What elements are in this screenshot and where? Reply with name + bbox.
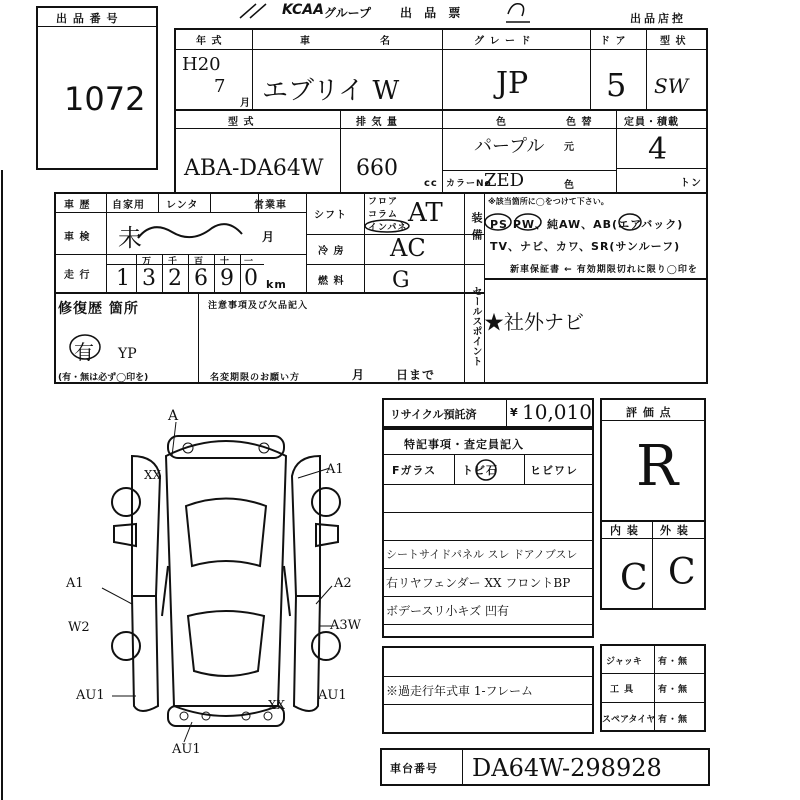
shape: SW xyxy=(654,74,689,98)
displacement-label: 排 気 量 xyxy=(356,117,398,128)
lot-number-label: 出 品 番 号 xyxy=(56,12,119,25)
model: ABA-DA64W xyxy=(184,156,324,181)
shape-label: 型 状 xyxy=(660,36,687,47)
displacement-unit: cc xyxy=(424,178,438,189)
interior-label: 内 装 xyxy=(610,524,639,537)
sales-point-text: ★社外ナビ xyxy=(484,310,584,334)
recycle-amount: 10,010 xyxy=(522,400,592,424)
spare-label: スペアタイヤ xyxy=(602,715,656,725)
mileage-digit-1: 1 xyxy=(116,266,130,291)
mark-a2-right: A2 xyxy=(334,576,352,591)
business-label: 営業車 xyxy=(254,200,287,211)
jack-yesno: 有・無 xyxy=(658,657,689,667)
year-month: 7 xyxy=(214,76,226,97)
expiry-day: 日まで xyxy=(396,368,436,382)
expiry-month: 月 xyxy=(352,368,366,382)
color-number: ZED xyxy=(484,170,525,191)
mark-xx-bottom: XX xyxy=(268,698,286,712)
header-title: 出 品 票 xyxy=(400,6,465,20)
shaken-month: 月 xyxy=(262,230,276,244)
chassis-number: DA64W-298928 xyxy=(472,754,662,782)
ac-label: 冷 房 xyxy=(318,246,345,257)
color-label: 色 xyxy=(496,117,507,128)
mark-a-top: A xyxy=(168,408,179,424)
car-name: エブリイ W xyxy=(262,76,400,106)
mileage-head-2: 千 xyxy=(168,257,179,267)
mileage-head-5: 一 xyxy=(244,257,255,267)
glass-label: Fガラス xyxy=(392,464,437,477)
score-label: 評 価 点 xyxy=(626,406,672,419)
equipment-line3: 新車保証書 ← 有効期限切れに限り◯印を xyxy=(510,265,698,275)
shift-opt-inpane: インパネ xyxy=(368,223,408,233)
tools-yesno: 有・無 xyxy=(658,685,689,695)
header-group: グループ xyxy=(324,6,372,20)
tobi-label: トビ石 xyxy=(462,464,498,477)
color-replace-label: 色 替 xyxy=(566,117,593,128)
mileage-head-1: 万 xyxy=(142,257,153,267)
special-line3: ボデースリ小キズ 凹有 xyxy=(386,604,509,618)
special-line2: 右リヤフェンダー XX フロントBP xyxy=(386,576,571,590)
recycle-yen: ¥ xyxy=(510,406,519,419)
mark-au1-right: AU1 xyxy=(318,688,347,703)
mileage-digit-6: 0 xyxy=(244,266,258,291)
year-label: 年 式 xyxy=(196,36,223,47)
header-left-mark-icon xyxy=(236,0,276,26)
shift-opt-floor: フロア xyxy=(368,197,399,207)
mileage-digit-3: 2 xyxy=(168,266,182,291)
door-label: ド ア xyxy=(600,36,627,47)
chassis-label: 車台番号 xyxy=(390,762,438,775)
exterior-score: C xyxy=(668,552,696,593)
mileage-unit: km xyxy=(266,278,287,291)
color-value: パープル xyxy=(474,136,545,157)
shift-circle-icon xyxy=(362,218,412,234)
score-value: R xyxy=(636,434,679,499)
equipment-line1: PS PW、純AW、AB(エアバック) xyxy=(490,218,684,231)
model-label: 型 式 xyxy=(228,117,255,128)
equipment-ab-circle-icon xyxy=(618,212,642,232)
exterior-label: 外 装 xyxy=(660,524,689,537)
jika-label: 自家用 xyxy=(112,200,145,211)
shift-opt-column: コラム xyxy=(368,210,398,220)
shift-label: シフト xyxy=(314,210,347,221)
year-era: H20 xyxy=(182,54,221,75)
repair-footnote: (有・無は必ず◯印を) xyxy=(58,373,149,383)
shaken-value: 未 xyxy=(118,224,142,252)
lot-label-divider xyxy=(38,26,156,27)
shaken-scribble-icon xyxy=(132,214,252,254)
mileage-head-4: 十 xyxy=(220,257,231,267)
interior-score: C xyxy=(620,558,648,599)
displacement: 660 xyxy=(356,156,398,181)
ac-value: AC xyxy=(390,234,426,262)
expiry-label: 名変期限のお願い方 xyxy=(210,373,301,383)
mileage-label: 走 行 xyxy=(64,270,91,281)
grade-label: グ レ ー ド xyxy=(474,36,532,47)
mark-xx-left: XX xyxy=(144,468,162,482)
car-diagram xyxy=(96,416,356,756)
mark-au1-left: AU1 xyxy=(76,688,105,703)
special-label: 特記事項・査定員記入 xyxy=(404,438,524,451)
equipment-line2: TV、ナビ、カワ、SR(サンルーフ) xyxy=(490,240,681,253)
sales-point-label: セールスポイント xyxy=(470,286,481,366)
mark-a1-right: A1 xyxy=(326,462,344,477)
keireki-label: 車 歴 xyxy=(64,200,91,211)
jack-label: ジャッキ xyxy=(606,657,642,667)
mark-w2-left: W2 xyxy=(68,620,90,635)
car-name-label-1: 車 xyxy=(300,36,311,47)
shift-value: AT xyxy=(408,198,443,228)
mark-au1-bottom: AU1 xyxy=(172,742,201,757)
repair-title: 修復歴 箇所 xyxy=(58,301,139,317)
doors: 5 xyxy=(606,66,627,104)
fuel-label: 燃 料 xyxy=(318,276,345,287)
color-number-suffix: 色 xyxy=(564,180,575,191)
header-dealer: 出品店控 xyxy=(630,12,686,25)
lot-number-box xyxy=(36,6,158,170)
header-brand: KCAA xyxy=(282,2,324,18)
equipment-circles-icon xyxy=(484,212,574,232)
mark-a1-left: A1 xyxy=(66,576,84,591)
capacity: 4 xyxy=(648,132,668,167)
grade: JP xyxy=(496,66,529,101)
hibi-label: ヒビワレ xyxy=(530,464,578,477)
mileage-digit-2: 3 xyxy=(142,266,156,291)
spare-yesno: 有・無 xyxy=(658,715,689,725)
rental-label: レンタ xyxy=(166,200,199,211)
ton-label: トン xyxy=(680,178,702,189)
repair-has: 有 xyxy=(74,340,94,364)
shaken-label: 車 検 xyxy=(64,232,91,243)
mileage-head-3: 百 xyxy=(194,257,205,267)
lot-number: 1072 xyxy=(64,80,146,118)
color-number-label: カラーNo xyxy=(446,179,492,189)
capacity-label: 定員・積載 xyxy=(624,117,679,128)
repair-has-circle-icon xyxy=(68,332,102,362)
fuel-value: G xyxy=(392,268,410,293)
header-scribble-icon xyxy=(500,0,540,26)
color-original-label: 元 xyxy=(564,142,575,153)
year-month-unit: 月 xyxy=(240,98,251,109)
equipment-side-label: 装 備 xyxy=(470,212,483,241)
special-line4: ※過走行年式車 1-フレーム xyxy=(386,684,534,698)
tools-label: 工 具 xyxy=(610,685,635,695)
mileage-digit-5: 9 xyxy=(220,266,234,291)
mark-a3w-right: A3W xyxy=(330,618,362,633)
repair-notes-label: 注意事項及び欠品記入 xyxy=(208,301,309,311)
mileage-digit-4: 6 xyxy=(194,266,208,291)
equipment-note: ※該当箇所に◯をつけて下さい。 xyxy=(488,197,609,206)
tobi-circle-icon xyxy=(474,458,498,482)
special-line1: シートサイドパネル スレ ドアノブスレ xyxy=(386,548,578,561)
repair-yp: YP xyxy=(118,346,137,362)
recycle-label: リサイクル預託済 xyxy=(390,408,477,421)
car-name-label-2: 名 xyxy=(380,36,391,47)
